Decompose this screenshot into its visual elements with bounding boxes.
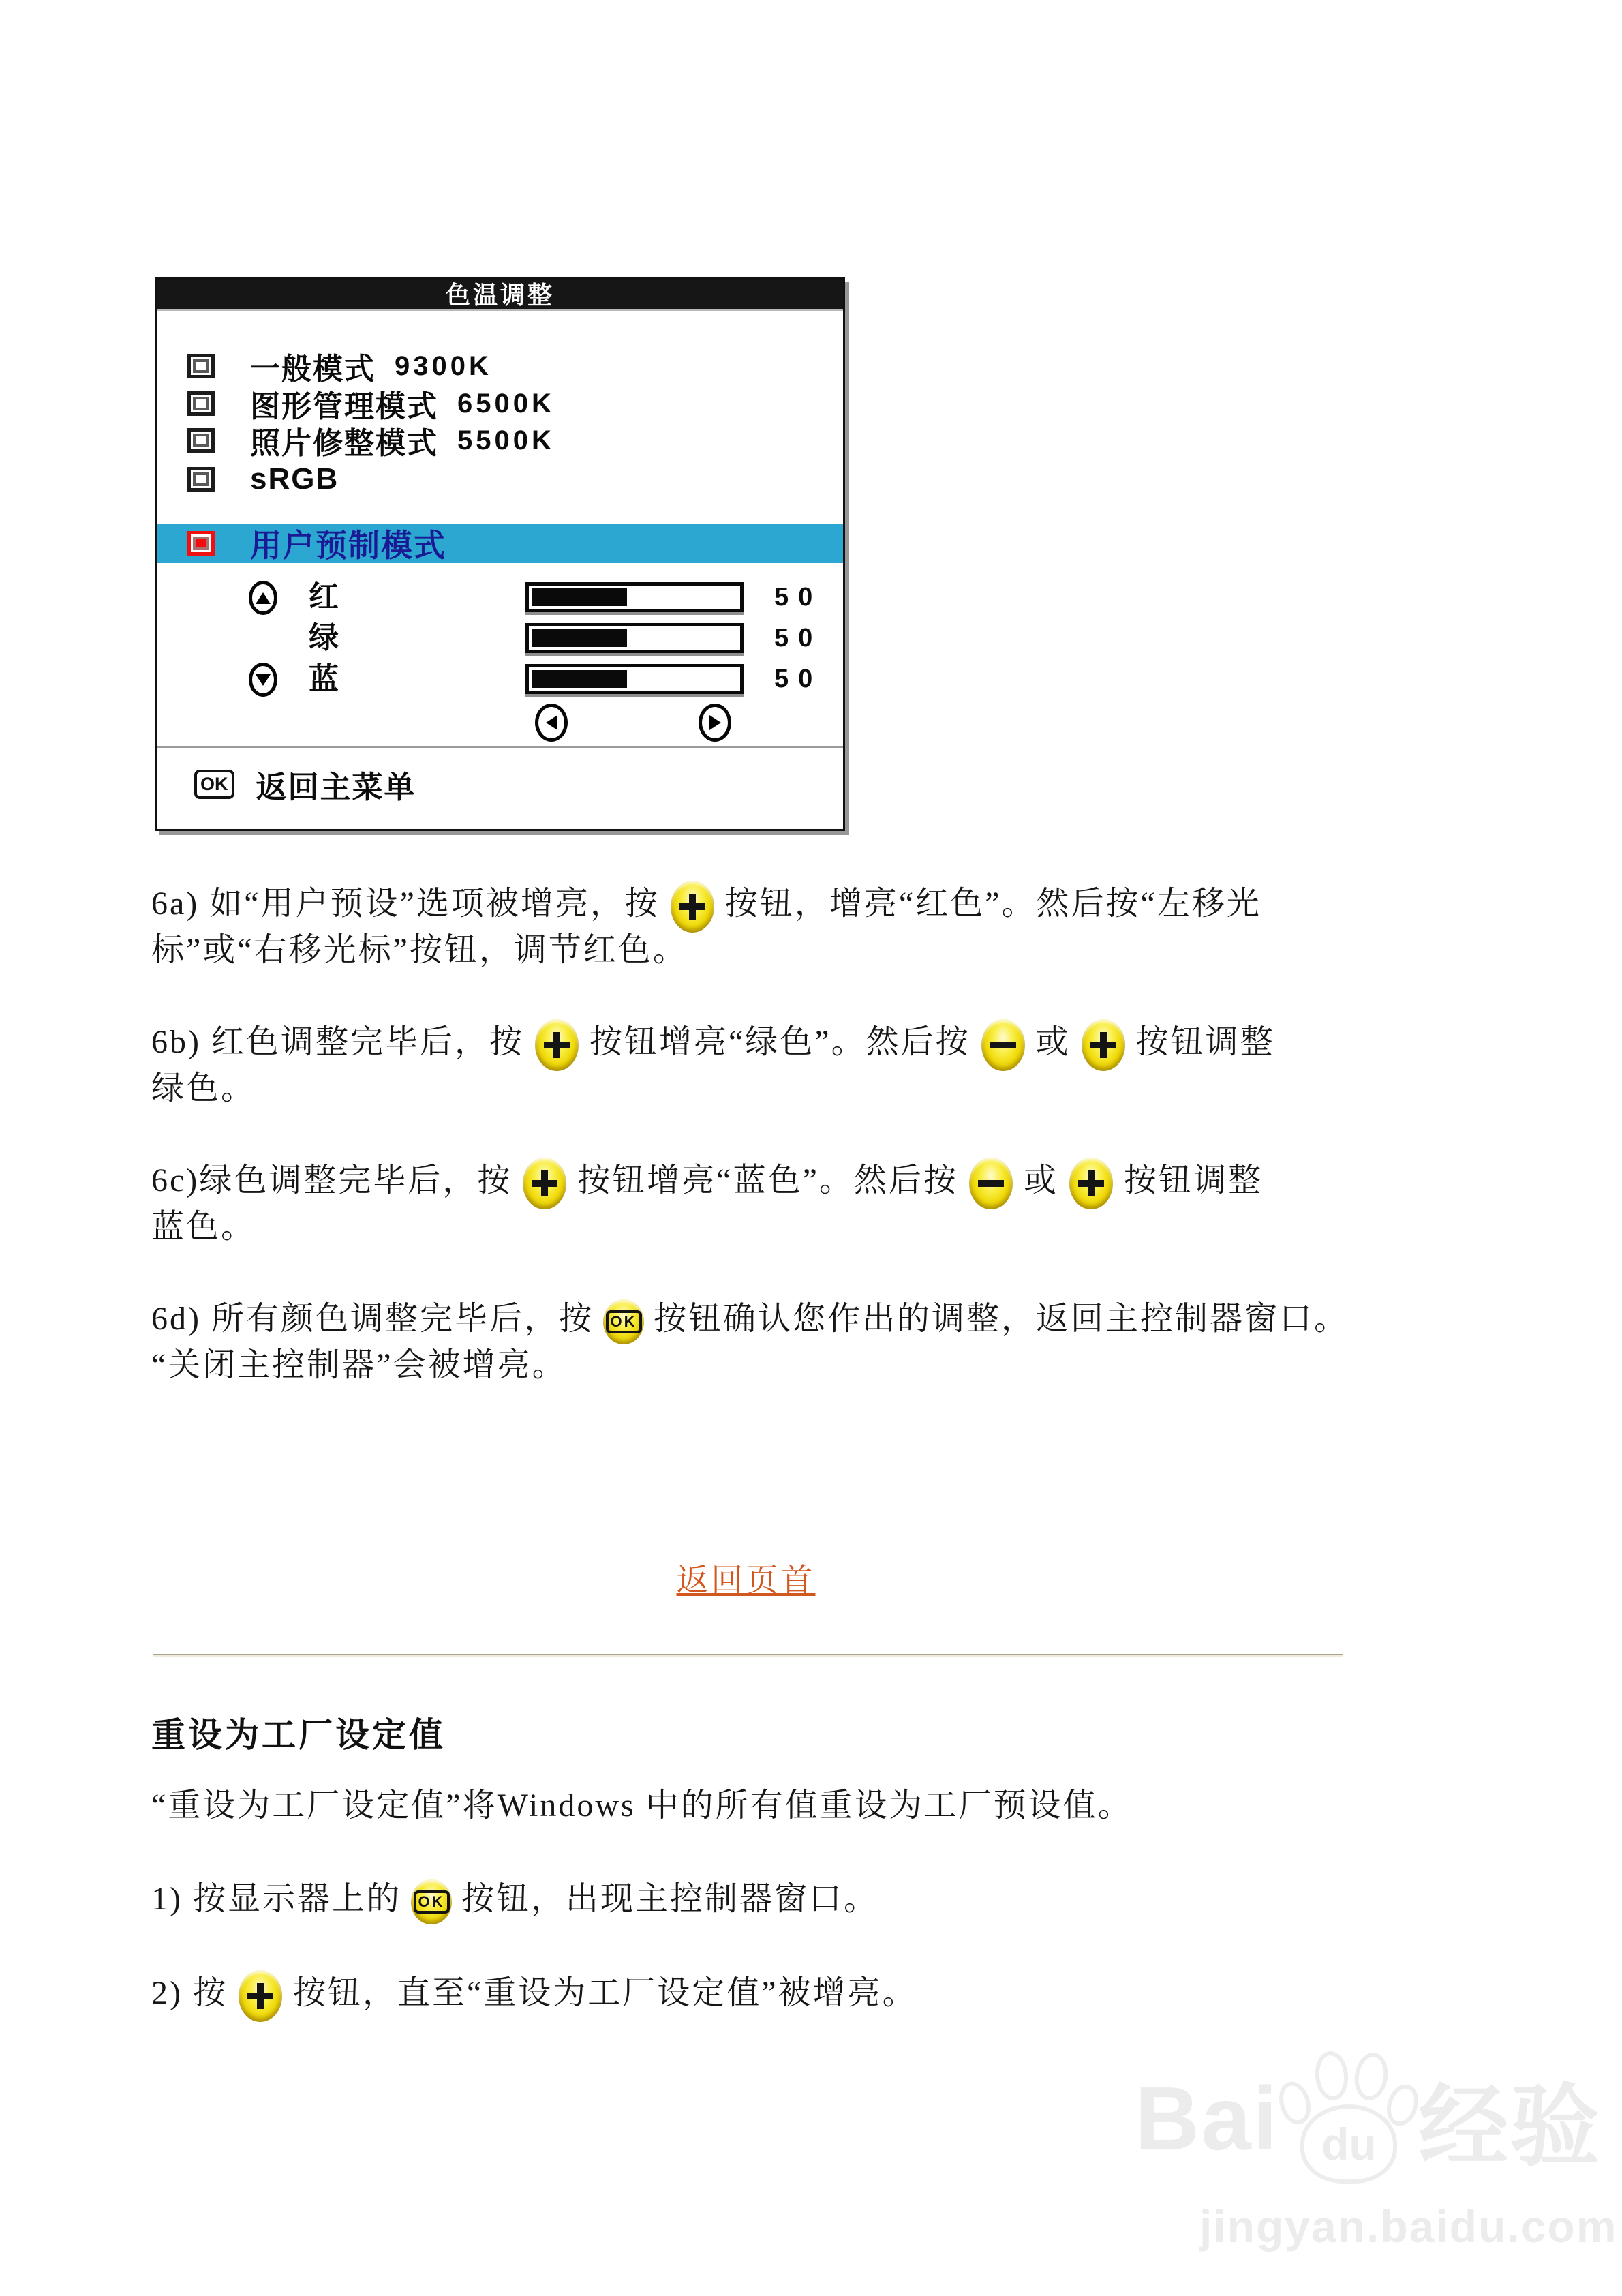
step-text: 1) 按显示器上的	[151, 1881, 401, 1917]
slider-track	[525, 582, 744, 612]
osd-item-srgb	[157, 461, 843, 498]
checkbox-icon	[187, 354, 215, 378]
step-text: 6d) 所有颜色调整完毕后，按	[151, 1301, 594, 1337]
step-text: “关闭主控制器”会被增亮。	[151, 1347, 567, 1383]
reset-section-description: “重设为工厂设定值”将Windows 中的所有值重设为工厂预设值。	[151, 1787, 1133, 1824]
arrow-right-icon	[699, 704, 731, 742]
slider-value: 50	[774, 624, 823, 652]
slider-label: 绿	[309, 621, 339, 654]
step-6c	[151, 1158, 1521, 1250]
plus-button-icon	[239, 1970, 282, 2022]
reset-step-2	[151, 1970, 1521, 2016]
reset-section-heading: 重设为工厂设定值	[151, 1716, 446, 1754]
step-text: 标”或“右移光标”按钮，调节红色。	[151, 932, 688, 968]
slider-value: 50	[774, 665, 823, 693]
minus-button-icon	[981, 1019, 1025, 1071]
minus-button-icon	[969, 1158, 1013, 1209]
slider-track	[525, 623, 744, 653]
step-6b	[151, 1019, 1521, 1112]
ok-button-icon: OK	[603, 1299, 644, 1344]
osd-return-row	[157, 765, 843, 803]
osd-return-label: 返回主菜单	[256, 769, 416, 804]
watermark-brand-du: du	[1321, 2119, 1377, 2169]
step-text: 按钮，直至“重设为工厂设定值”被增亮。	[293, 1975, 917, 2011]
osd-menu	[155, 277, 845, 831]
arrow-down-icon	[249, 663, 277, 697]
slider-value: 50	[774, 583, 823, 611]
osd-item-label: 图形管理模式	[250, 390, 438, 423]
osd-slider-green	[157, 622, 843, 656]
step-text: 按钮，增亮“红色”。然后按“左移光	[724, 886, 1261, 922]
step-text: 蓝色。	[151, 1209, 256, 1245]
osd-item-user-preset-selected	[157, 524, 843, 563]
slider-track	[525, 664, 744, 694]
step-text: 6c)绿色调整完毕后，按	[151, 1162, 512, 1198]
osd-item-value: 6500K	[457, 388, 555, 419]
osd-menu-title: 色温调整	[157, 280, 843, 311]
checkbox-icon	[187, 467, 215, 492]
osd-item-normal-mode	[157, 348, 843, 384]
plus-button-icon	[523, 1158, 566, 1209]
step-text: 或	[1035, 1024, 1071, 1060]
slider-label: 红	[309, 580, 339, 614]
osd-divider	[157, 746, 843, 748]
osd-item-graphic-mode	[157, 385, 843, 422]
step-text: 或	[1023, 1162, 1058, 1198]
osd-slider-blue	[157, 663, 843, 697]
step-text: 绿色。	[151, 1070, 256, 1106]
watermark-url: jingyan.baidu.com	[1199, 2201, 1618, 2252]
ok-button-icon: OK	[411, 1879, 452, 1924]
checkbox-icon	[187, 391, 215, 416]
osd-item-value: 9300K	[395, 350, 492, 381]
slider-fill	[532, 629, 627, 647]
plus-button-icon	[671, 881, 714, 933]
step-6d	[151, 1296, 1521, 1389]
osd-item-value: 5500K	[457, 425, 555, 455]
step-text: 6a) 如“用户预设”选项被增亮，按	[151, 886, 660, 922]
step-text: 按钮调整	[1123, 1162, 1263, 1198]
step-text: 按钮增亮“蓝色”。然后按	[577, 1162, 958, 1198]
reset-step-1	[151, 1876, 1521, 1922]
slider-fill	[532, 670, 627, 688]
step-text: 6b) 红色调整完毕后，按	[151, 1024, 524, 1060]
osd-item-label: sRGB	[250, 462, 339, 496]
instructions-section	[151, 881, 1521, 1434]
back-to-top-link[interactable]: 返回页首	[676, 1563, 816, 1599]
ok-icon: OK	[194, 770, 234, 799]
step-text: 按钮，出现主控制器窗口。	[461, 1881, 879, 1917]
step-text: 按钮调整	[1135, 1024, 1275, 1060]
slider-label: 蓝	[309, 662, 339, 695]
checkbox-selected-icon	[187, 531, 215, 556]
slider-fill	[532, 588, 627, 606]
baidu-paw-logo-icon	[1279, 2049, 1418, 2188]
section-divider	[153, 1654, 1343, 1657]
plus-button-icon	[1082, 1019, 1125, 1071]
step-text: 按钮增亮“绿色”。然后按	[590, 1024, 970, 1060]
arrow-up-icon	[249, 581, 277, 615]
osd-item-label: 一般模式	[250, 352, 376, 386]
watermark-logo-row	[1135, 2049, 1622, 2188]
plus-button-icon	[1069, 1158, 1113, 1209]
plus-button-icon	[535, 1019, 579, 1071]
checkbox-icon	[187, 428, 215, 453]
back-to-top-row	[151, 1558, 1341, 1604]
osd-slider-red	[157, 581, 843, 615]
step-text: 2) 按	[151, 1975, 228, 2011]
watermark-brand-prefix: Bai	[1135, 2068, 1279, 2169]
baidu-jingyan-watermark	[1135, 2049, 1622, 2252]
watermark-brand-suffix: 经验	[1418, 2076, 1602, 2177]
osd-item-label: 照片修整模式	[250, 427, 438, 460]
osd-selected-label: 用户预制模式	[250, 528, 446, 563]
osd-item-photo-mode	[157, 422, 843, 459]
arrow-left-icon	[535, 704, 568, 742]
step-6a	[151, 881, 1521, 973]
step-text: 按钮确认您作出的调整，返回主控制器窗口。	[654, 1301, 1349, 1337]
